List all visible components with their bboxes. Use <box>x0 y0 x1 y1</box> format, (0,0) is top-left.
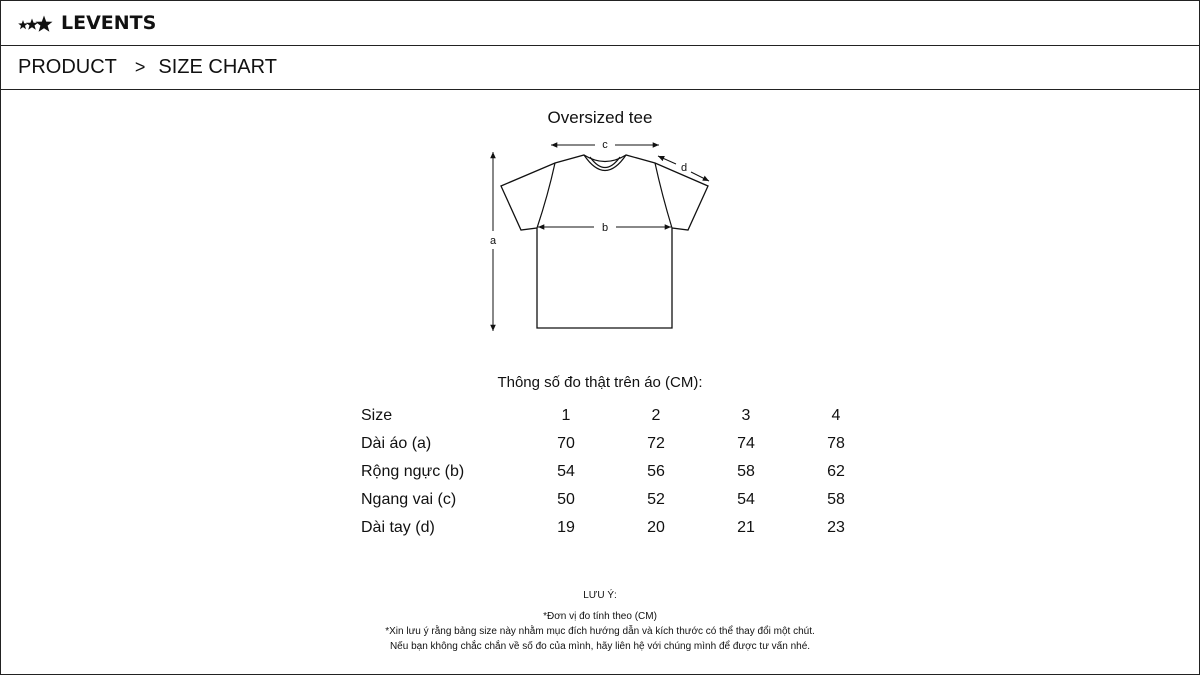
notes-line: *Xin lưu ý rằng bảng size này nhằm mục đích hướng dẫn và kích thước có thể thay đổi một chút. <box>385 626 815 637</box>
table-cell: 20 <box>647 519 665 536</box>
table-row <box>358 430 881 458</box>
table-cell-label: Dài áo (a) <box>361 435 432 452</box>
table-cell-label: Dài tay (d) <box>361 519 435 536</box>
table-row <box>358 486 881 514</box>
measure-label-b: b <box>601 222 609 234</box>
table-row <box>358 458 881 486</box>
table-cell: 72 <box>647 435 665 452</box>
table-row <box>358 514 881 542</box>
table-header-row <box>358 402 881 430</box>
table-cell-label: Rộng ngực (b) <box>361 463 465 480</box>
table-cell: 52 <box>647 491 665 508</box>
table-header-cell: 3 <box>741 407 751 424</box>
table-cell: 62 <box>827 463 845 480</box>
table-header-cell: Size <box>361 407 393 424</box>
size-table <box>358 402 881 542</box>
table-cell: 21 <box>737 519 755 536</box>
notes-section <box>0 588 1200 654</box>
measure-line-d-upper <box>658 156 676 164</box>
measure-label-a: a <box>489 235 497 247</box>
breadcrumb-size-chart: SIZE CHART <box>158 55 277 78</box>
table-header-cell: 2 <box>651 407 661 424</box>
table-cell-label: Ngang vai (c) <box>361 491 457 508</box>
table-cell: 70 <box>557 435 575 452</box>
breadcrumb-product[interactable]: PRODUCT <box>18 55 117 78</box>
table-cell: 56 <box>647 463 665 480</box>
table-header-cell: 1 <box>561 407 571 424</box>
table-cell: 19 <box>557 519 575 536</box>
tshirt-outline <box>501 155 708 328</box>
table-cell: 54 <box>557 463 575 480</box>
diagram-title: Oversized tee <box>547 108 653 127</box>
measure-label-c: c <box>602 139 608 151</box>
brand-name: LEVENTS <box>61 12 157 34</box>
breadcrumb-separator: > <box>134 56 146 77</box>
notes-line: Nếu bạn không chắc chắn về số đo của mình, hãy liên hệ với chúng mình để được tư vấn nhé. <box>389 641 811 652</box>
table-header-cell: 4 <box>831 407 841 424</box>
table-cell: 23 <box>827 519 845 536</box>
size-table-title: Thông số đo thật trên áo (CM): <box>497 374 703 391</box>
measure-label-d: d <box>680 162 688 174</box>
table-cell: 50 <box>557 491 575 508</box>
table-cell: 74 <box>737 435 755 452</box>
notes-line: *Đơn vị đo tính theo (CM) <box>543 611 657 622</box>
table-cell: 58 <box>737 463 755 480</box>
notes-heading: LƯU Ý: <box>583 590 617 601</box>
table-cell: 78 <box>827 435 845 452</box>
table-cell: 58 <box>827 491 845 508</box>
table-cell: 54 <box>737 491 755 508</box>
